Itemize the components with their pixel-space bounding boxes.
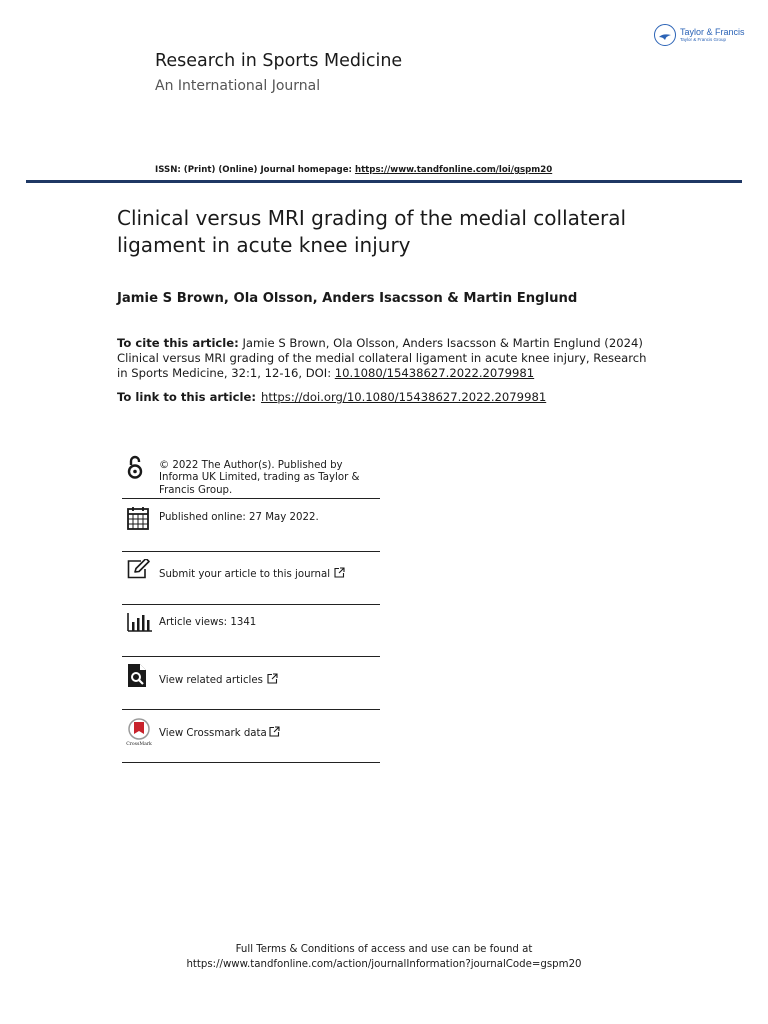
edit-icon <box>127 559 151 583</box>
submit-row[interactable] <box>122 552 380 604</box>
external-link-icon <box>269 726 280 741</box>
citation-doi-link[interactable]: 10.1080/15438627.2022.2079981 <box>334 365 535 380</box>
publisher-subtitle: Taylor & Francis Group <box>680 36 727 42</box>
related-articles-link[interactable]: View related articles <box>159 675 263 686</box>
taylor-francis-logo-icon <box>654 24 676 46</box>
journal-homepage-link[interactable]: https://www.tandfonline.com/loi/gspm20 <box>354 165 553 175</box>
journal-subtitle: An International Journal <box>155 78 321 94</box>
crossmark-row[interactable] <box>122 710 380 762</box>
row-divider <box>122 762 380 763</box>
publisher-name: Taylor & Francis <box>680 26 745 37</box>
article-views: Article views: 1341 <box>159 617 257 628</box>
header-rule <box>26 180 742 183</box>
article-authors: Jamie S Brown, Ola Olsson, Anders Isacsson & Martin Englund <box>117 291 578 306</box>
issn-line <box>155 165 552 175</box>
citation-label: To cite this article: <box>117 336 239 350</box>
article-link-label: To link to this article: <box>117 390 256 404</box>
article-title-line-2: ligament in acute knee injury <box>117 233 411 257</box>
open-access-icon <box>127 454 143 484</box>
article-doi-url-link[interactable]: https://doi.org/10.1080/15438627.2022.2079981 <box>260 390 547 404</box>
article-link-line <box>117 390 546 404</box>
copyright-text: © 2022 The Author(s). Published by Informa UK Limited, trading as Taylor & Francis Group. <box>159 460 360 496</box>
related-articles-icon <box>127 663 147 692</box>
published-row <box>122 499 380 551</box>
views-row <box>122 605 380 656</box>
crossmark-data-link[interactable]: View Crossmark data <box>159 728 267 739</box>
external-link-icon <box>267 673 278 688</box>
crossmark-icon <box>126 718 152 750</box>
terms-footer <box>0 943 768 972</box>
footer-line-1: Full Terms & Conditions of access and use can be found at <box>235 944 533 955</box>
article-title <box>117 205 677 259</box>
publisher-logo[interactable] <box>654 22 754 48</box>
citation-block <box>117 336 657 380</box>
external-link-icon <box>334 567 345 582</box>
bar-chart-icon <box>127 612 153 636</box>
svg-text:CrossMark: CrossMark <box>126 742 152 746</box>
journal-title: Research in Sports Medicine <box>155 51 403 71</box>
submit-article-link[interactable]: Submit your article to this journal <box>159 569 331 580</box>
open-access-row <box>122 452 380 498</box>
article-title-line-1: Clinical versus MRI grading of the medial collateral <box>117 206 627 230</box>
published-date: Published online: 27 May 2022. <box>159 512 319 523</box>
related-row[interactable] <box>122 657 380 709</box>
issn-text: ISSN: (Print) (Online) Journal homepage: <box>155 165 355 175</box>
citation-text: Jamie S Brown, Ola Olsson, Anders Isacsson & Martin Englund (2024) Clinical versus MRI grading of the medial collateral ligament in acute knee injury, Research in Sports Medicine, 32:1, 12-16, DOI: <box>117 336 647 380</box>
footer-terms-link[interactable]: https://www.tandfonline.com/action/journalInformation?journalCode=gspm20 <box>186 958 582 970</box>
calendar-icon <box>127 506 149 534</box>
